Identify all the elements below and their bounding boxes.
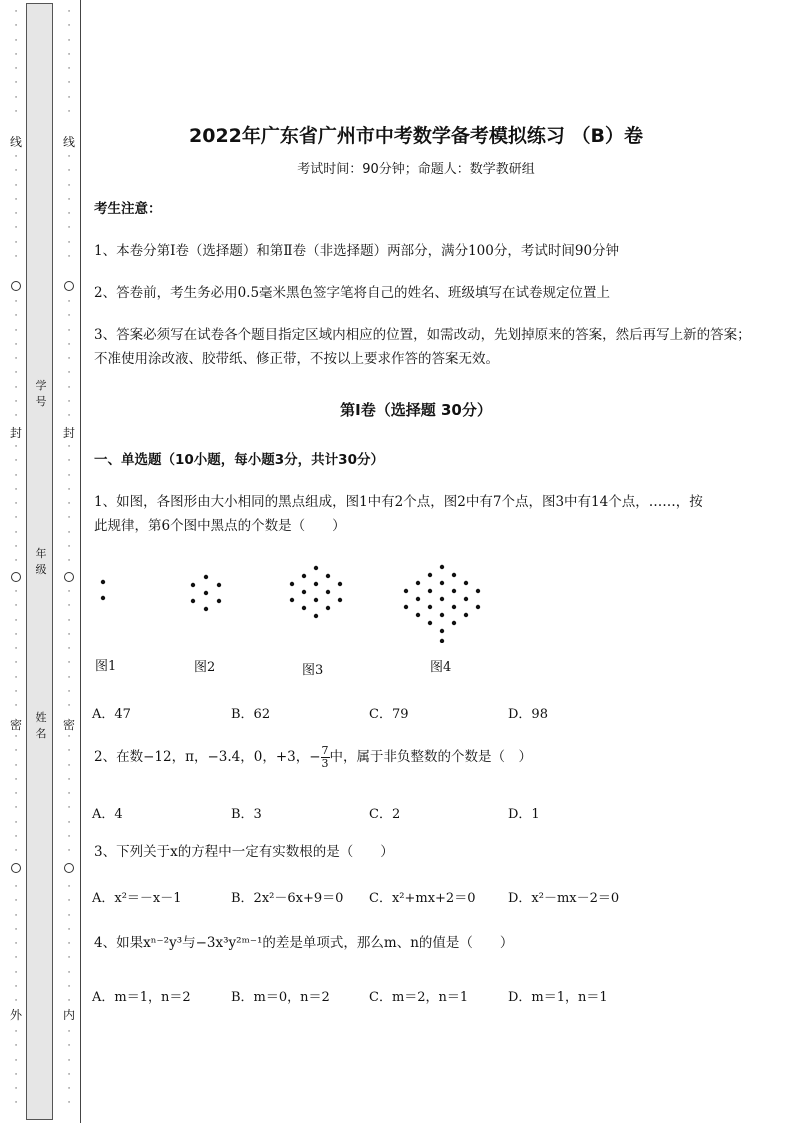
circle-mark [11, 572, 21, 582]
dotted-line-inner: · · · · · · · · · [67, 732, 71, 857]
fig4-dot [428, 573, 432, 577]
question-2-stem [94, 745, 654, 770]
cut-mark-line-inner: 线 [63, 135, 76, 149]
fig4-dot [416, 613, 420, 617]
figure-3-label: 图3 [302, 663, 324, 678]
fig4-dot [452, 589, 456, 593]
dotted-line-inner: · · · · · · · · [67, 7, 71, 118]
q4-option-c: C．m＝2，n＝1 [369, 990, 469, 1005]
q2-option-b: B．3 [231, 807, 262, 822]
dotted-line-inner: · · · · · · · · · [67, 442, 71, 567]
fig4-dot [476, 589, 480, 593]
fig1-dot [101, 580, 105, 584]
q1-option-a: A．47 [92, 707, 131, 722]
frac-denominator: 3 [321, 757, 329, 770]
question-3-stem: 3、下列关于x的方程中一定有实数根的是（ ） [94, 844, 394, 860]
q2-stem-end: 中，属于非负整数的个数是（ ） [329, 749, 533, 765]
part-heading: 一、单选题（10小题，每小题3分，共计30分） [94, 452, 384, 468]
circle-mark [64, 863, 74, 873]
fig3-dot [326, 590, 330, 594]
fig3-dot [314, 598, 318, 602]
fig4-dot [440, 613, 444, 617]
fig4-dot [464, 597, 468, 601]
fig3-dot [314, 614, 318, 618]
figure-2-label: 图2 [194, 660, 216, 675]
q2-stem-start: 2、在数−12，π，−3.4，0，+3，− [94, 749, 321, 765]
cut-mark-secret-inner: 密 [63, 718, 76, 732]
notice-heading: 考生注意： [94, 201, 162, 217]
fig4-dot [404, 589, 408, 593]
q4-option-b: B．m＝0，n＝2 [231, 990, 330, 1005]
question-4-stem: 4、如果xⁿ⁻²y³与−3x³y²ᵐ⁻¹的差是单项式，那么m、n的值是（ ） [94, 935, 514, 951]
grade-label: 年级 [35, 547, 47, 576]
fig4-dot [416, 597, 420, 601]
fig4-dot [440, 581, 444, 585]
fig4-dot [464, 581, 468, 585]
q4-option-a: A．m＝1，n＝2 [92, 990, 191, 1005]
figure-1-label: 图1 [95, 659, 117, 674]
dotted-line-outer: · · · · · · [14, 1027, 18, 1109]
fig3-dot [290, 598, 294, 602]
fig2-dot [204, 575, 208, 579]
dotted-line-outer: · · · · · · · · · [14, 442, 18, 567]
fig4-dot [428, 621, 432, 625]
dotted-line-inner: · · · · · · · · · [67, 882, 71, 1007]
fig4-dot [428, 589, 432, 593]
fig4-dot [416, 581, 420, 585]
dotted-line-outer: · · · · · · · · · [14, 297, 18, 422]
fig3-dot [338, 582, 342, 586]
dotted-line-outer: · · · · · · · · [14, 152, 18, 263]
fig2-dot [217, 583, 221, 587]
fraction-seven-thirds [321, 745, 330, 770]
fig4-dot [404, 605, 408, 609]
fig4-dot [440, 565, 444, 569]
fig3-dot [314, 582, 318, 586]
dotted-line-outer: · · · · · · · · [14, 7, 18, 118]
dotted-line-inner: · · · · · · · · · [67, 297, 71, 422]
cut-mark-seal-inner: 封 [63, 426, 76, 440]
notice-item-3: 3、答案必须写在试卷各个题目指定区域内相应的位置，如需改动，先划掉原来的答案，然后再写上新的答案；不准使用涂改液、胶带纸、修正带，不按以上要求作答的答案无效。 [94, 327, 751, 367]
notice-item-1: 1、本卷分第Ⅰ卷（选择题）和第Ⅱ卷（非选择题）两部分，满分100分，考试时间90分钟 [94, 243, 620, 259]
q4-option-d: D．m＝1，n＝1 [508, 990, 608, 1005]
circle-mark [64, 572, 74, 582]
cut-mark-seal-outer: 封 [10, 426, 23, 440]
fig3-dot [326, 574, 330, 578]
page-subtitle: 考试时间：90分钟；命题人：数学教研组 [297, 162, 535, 177]
fig3-dot [302, 590, 306, 594]
fig3-dot [326, 606, 330, 610]
section-title: 第Ⅰ卷（选择题 30分） [340, 401, 492, 419]
fig3-dot [338, 598, 342, 602]
fig4-dot [440, 629, 444, 633]
q3-option-a: A．x²＝－x－1 [92, 891, 182, 906]
q3-option-d: D．x²－mx－2＝0 [508, 891, 620, 906]
fig4-dot [440, 597, 444, 601]
page-title: 2022年广东省广州市中考数学备考模拟练习 （B）卷 [189, 125, 643, 147]
dotted-line-outer: · · · · · · · · · [14, 732, 18, 857]
fig2-dot [217, 599, 221, 603]
cut-mark-inside: 内 [63, 1008, 76, 1022]
q2-option-d: D．1 [508, 807, 540, 822]
fig2-dot [204, 591, 208, 595]
q2-option-c: C．2 [369, 807, 401, 822]
fig2-dot [191, 599, 195, 603]
fig3-dot [314, 566, 318, 570]
fig2-dot [204, 607, 208, 611]
fig3-dot [302, 606, 306, 610]
fig4-dot [452, 573, 456, 577]
fig3-dot [290, 582, 294, 586]
student-number-label: 学号 [35, 379, 47, 408]
name-label: 姓名 [35, 711, 47, 740]
circle-mark [11, 281, 21, 291]
fig4-dot [452, 621, 456, 625]
fig4-dot [452, 605, 456, 609]
q3-option-c: C．x²+mx+2＝0 [369, 891, 476, 906]
q1-option-d: D．98 [508, 707, 548, 722]
q1-option-b: B．62 [231, 707, 271, 722]
fig4-dot [440, 639, 444, 643]
cut-mark-line-outer: 线 [10, 135, 23, 149]
question-1-stem: 1、如图，各图形由大小相同的黑点组成，图1中有2个点，图2中有7个点，图3中有14个点，……，按此规律，第6个图中黑点的个数是（ ） [94, 494, 703, 534]
q2-option-a: A．4 [92, 807, 123, 822]
frac-numerator: 7 [321, 744, 329, 757]
circle-mark [11, 863, 21, 873]
figure-4-label: 图4 [430, 660, 452, 675]
dot-pattern-figures [94, 563, 494, 643]
cut-mark-outside: 外 [10, 1008, 23, 1022]
fig2-dot [191, 583, 195, 587]
fig3-dot [302, 574, 306, 578]
fig4-dot [464, 613, 468, 617]
fig1-dot [101, 596, 105, 600]
fig4-dot [428, 605, 432, 609]
dotted-line-outer: · · · · · · · · · [14, 882, 18, 1007]
dotted-line-inner: · · · · · · [67, 1027, 71, 1109]
circle-mark [64, 281, 74, 291]
cut-mark-secret-outer: 密 [10, 718, 23, 732]
fig4-dot [476, 605, 480, 609]
dotted-line-inner: · · · · · · · · · [67, 587, 71, 712]
notice-item-2: 2、答卷前，考生务必用0.5毫米黑色签字笔将自己的姓名、班级填写在试卷规定位置上 [94, 285, 611, 301]
dotted-line-outer: · · · · · · · · · [14, 587, 18, 712]
q3-option-b: B．2x²－6x+9＝0 [231, 891, 344, 906]
q1-option-c: C．79 [369, 707, 409, 722]
dotted-line-inner: · · · · · · · · [67, 152, 71, 263]
